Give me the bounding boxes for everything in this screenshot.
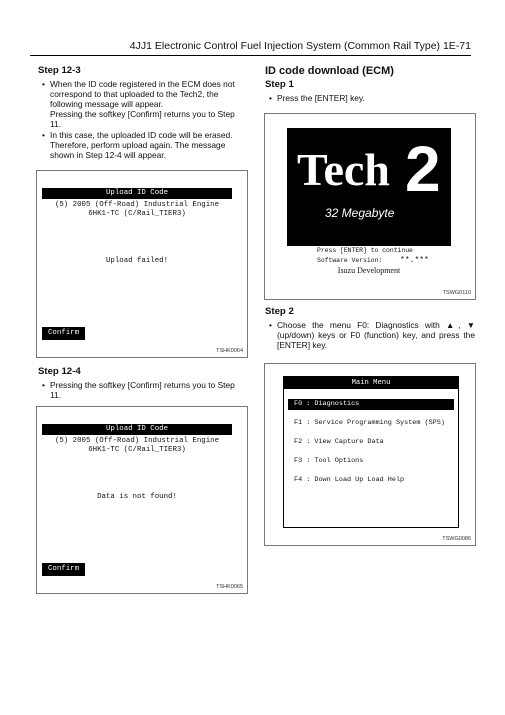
section-title: ID code download (ECM)	[265, 65, 394, 77]
screen-title: Upload ID Code	[42, 188, 232, 199]
step-12-4-section	[38, 367, 245, 401]
tech2-screen	[42, 188, 232, 340]
step-title: Step 12-3	[38, 65, 81, 76]
bullet-text: Pressing the softkey [Confirm] returns you to Step 11.	[50, 109, 235, 129]
status-message: Data is not found!	[97, 493, 177, 501]
step-1-section	[265, 66, 475, 104]
page-header: 4JJ1 Electronic Control Fuel Injection System (Common Rail Type) 1E-71	[129, 40, 471, 52]
menu-item-diagnostics[interactable]: F0 : Diagnostics	[288, 399, 454, 410]
figure-upload-failed	[36, 170, 248, 358]
bullet-item	[50, 79, 245, 129]
bullet-item	[50, 130, 245, 160]
main-menu-screen	[283, 376, 459, 528]
tech2-logo-panel	[287, 128, 451, 246]
memory-capacity: 32 Megabyte	[325, 206, 395, 220]
screen-title: Upload ID Code	[42, 424, 232, 435]
company-name: Isuzu Development	[337, 266, 401, 275]
step-title: Step 12-4	[38, 366, 81, 377]
figure-code: TSWG0110	[442, 290, 471, 296]
header-rule	[30, 55, 471, 56]
software-version-row	[287, 256, 451, 266]
bullet-item	[50, 380, 245, 400]
step-title: Step 1	[265, 79, 294, 90]
bullet-item	[277, 320, 475, 350]
menu-item-tool-options[interactable]: F3 : Tool Options	[294, 457, 364, 465]
engine-line: 6HK1-TC (C/Rail_TIER3)	[88, 210, 186, 218]
bullet-text: Press the [ENTER] key.	[277, 93, 365, 103]
engine-line: 6HK1-TC (C/Rail_TIER3)	[88, 446, 186, 454]
press-enter-text: Press [ENTER] to continue	[317, 247, 413, 254]
figure-main-menu	[264, 363, 476, 546]
menu-item-sps[interactable]: F1 : Service Programming System (SPS)	[294, 419, 445, 427]
figure-code: TSHK0064	[216, 348, 243, 354]
bullet-text: • When the ID code registered in the ECM does not correspond to that uploaded to the Tech2, the following message will appear.	[50, 79, 235, 109]
menu-item-download-upload-help[interactable]: F4 : Down Load Up Load Help	[294, 476, 405, 484]
menu-item-view-capture-data[interactable]: F2 : View Capture Data	[294, 438, 384, 446]
bullet-text: Pressing the softkey [Confirm] returns you to Step 11.	[50, 380, 235, 400]
step-12-3-section	[38, 66, 245, 161]
tech2-screen	[42, 424, 232, 576]
status-message: Upload failed!	[105, 257, 169, 265]
figure-code: TSHK0065	[216, 584, 243, 590]
confirm-softkey[interactable]: Confirm	[42, 327, 85, 340]
step-2-section	[265, 307, 475, 351]
vehicle-line: (5) 2005 (Off-Road) Industrial Engine	[54, 437, 220, 445]
tech2-logo-number: 2	[405, 133, 441, 205]
bullet-text: Choose the menu F0: Diagnostics with ▲, ▼ (up/down) keys or F0 (function) key, and press the [ENTER] key.	[277, 320, 475, 350]
software-version-label: Software Version:	[317, 257, 383, 264]
bullet-item	[277, 93, 475, 103]
software-version-value: **.***	[400, 256, 429, 265]
vehicle-line: (5) 2005 (Off-Road) Industrial Engine	[54, 201, 220, 209]
figure-code: TSWG0086	[442, 536, 471, 542]
figure-data-not-found	[36, 406, 248, 594]
main-menu-title: Main Menu	[284, 377, 458, 389]
splash-text-area	[287, 246, 451, 276]
confirm-softkey[interactable]: Confirm	[42, 563, 85, 576]
figure-tech2-splash	[264, 113, 476, 300]
tech2-logo-text: Tech	[297, 144, 390, 195]
step-title: Step 2	[265, 306, 294, 317]
bullet-text: In this case, the uploaded ID code will be erased. Therefore, perform upload again. The message shown in Step 12-4 will appear.	[50, 130, 233, 160]
